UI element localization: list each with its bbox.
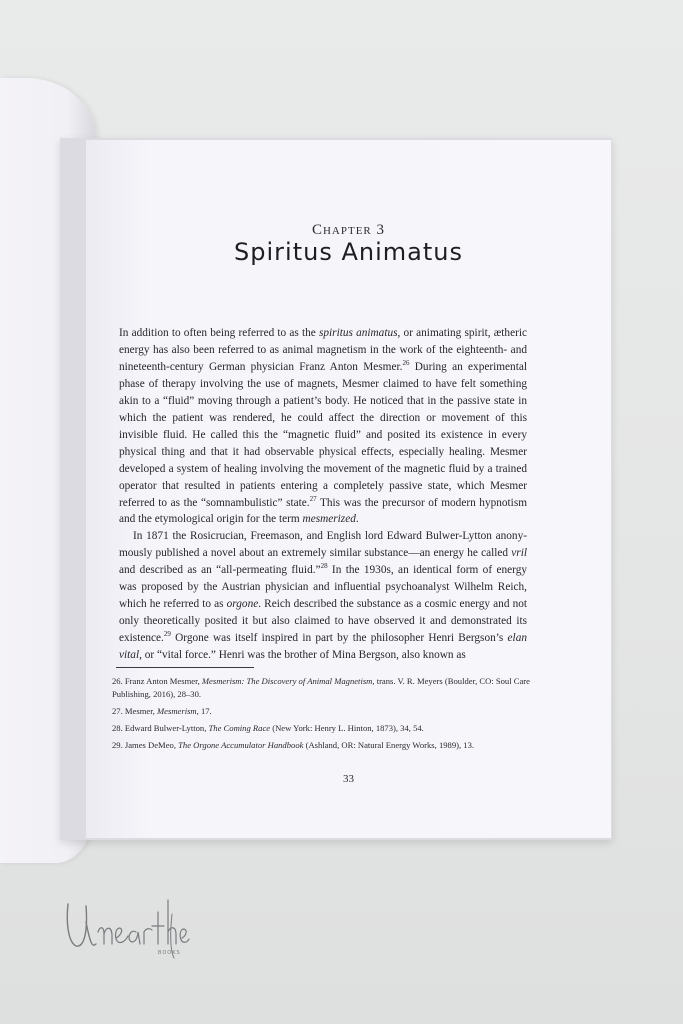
chapter-title: Spiritus Animatus [234, 238, 463, 266]
footnote-28: 28. Edward Bulwer-Lytton, The Coming Race (New York: Henry L. Hinton, 1873), 34, 54. [112, 723, 424, 733]
footnote-26: 26. Franz Anton Mesmer, Mesmerism: The Discovery of Animal Magnetism, trans. V. R. Meyers (Boulder, CO: Soul Care Publishing, 2016), 28–30. [112, 676, 530, 699]
footnote-ref-27: 27 [309, 494, 317, 503]
footnote-ref-29: 29 [163, 630, 171, 639]
paragraph-2: In 1871 the Rosicrucian, Freemason, and English lord Edward Bulwer-Lytton anonymously published a novel about an extremely similar substance—an energy he called vril and described as an “all-permeating fluid.”$^{28}$ In the 1930s, an identical form of energy was proposed by the Austrian physician and influential psychoanalyst Wilhelm Reich, which he referred to as orgone. Reich described the substance as a cosmic energy and not only theoretically posited it but also claimed to have observed it and demonstrated its existence.$^{29}$ Orgone was itself inspired in part by the philosopher Henri Bergson’s elan vital, or “vital force.” Henri was the brother of Mina Bergson, also known as [119, 530, 528, 662]
chapter-label: Chapter 3 [311, 222, 386, 238]
footnotes [112, 675, 532, 756]
page-number: 33 [343, 773, 354, 785]
body-text [119, 325, 527, 664]
footnote-29: 29. James DeMeo, The Orgone Accumulator Handbook (Ashland, OR: Natural Energy Works, 1989), 13. [112, 740, 475, 750]
book-page [86, 140, 611, 838]
footnote-27: 27. Mesmer, Mesmerism, 17. [112, 706, 212, 716]
footnote-rule [116, 667, 254, 668]
footnote-ref-28: 28 [320, 562, 328, 571]
footnote-ref-26: 26 [402, 359, 410, 368]
watermark-subtext: BOOKS [158, 950, 181, 956]
paragraph-1: In addition to often being referred to as the spiritus animatus, or animating spirit, ætheric energy has also been referred to as animal magnetism in the work of the eighteenth- and nineteenth-century German physician Franz Anton Mesmer.$^{26}$ During an experimental phase of therapy involving the use of magnets, Mesmer claimed to have felt something akin to a “fluid” moving through a patient’s body. He noticed that in the passive state in which the patient was rendered, he could affect the direction or movement of this invisible fluid. He called this the “magnetic fluid” and posited its existence in every physical thing and that it had observable physical effects, especially healing. Mesmer developed a system of healing involving the movement of the magnetic fluid by a trained operator that resulted in patients entering a completely passive state, which Mesmer referred to as the “somnambulistic” state.$^{27}$ This was the precursor of modern hypnotism and the etymological origin for the term mesmerized. [119, 327, 528, 526]
unearthed-watermark-logo [62, 892, 192, 962]
